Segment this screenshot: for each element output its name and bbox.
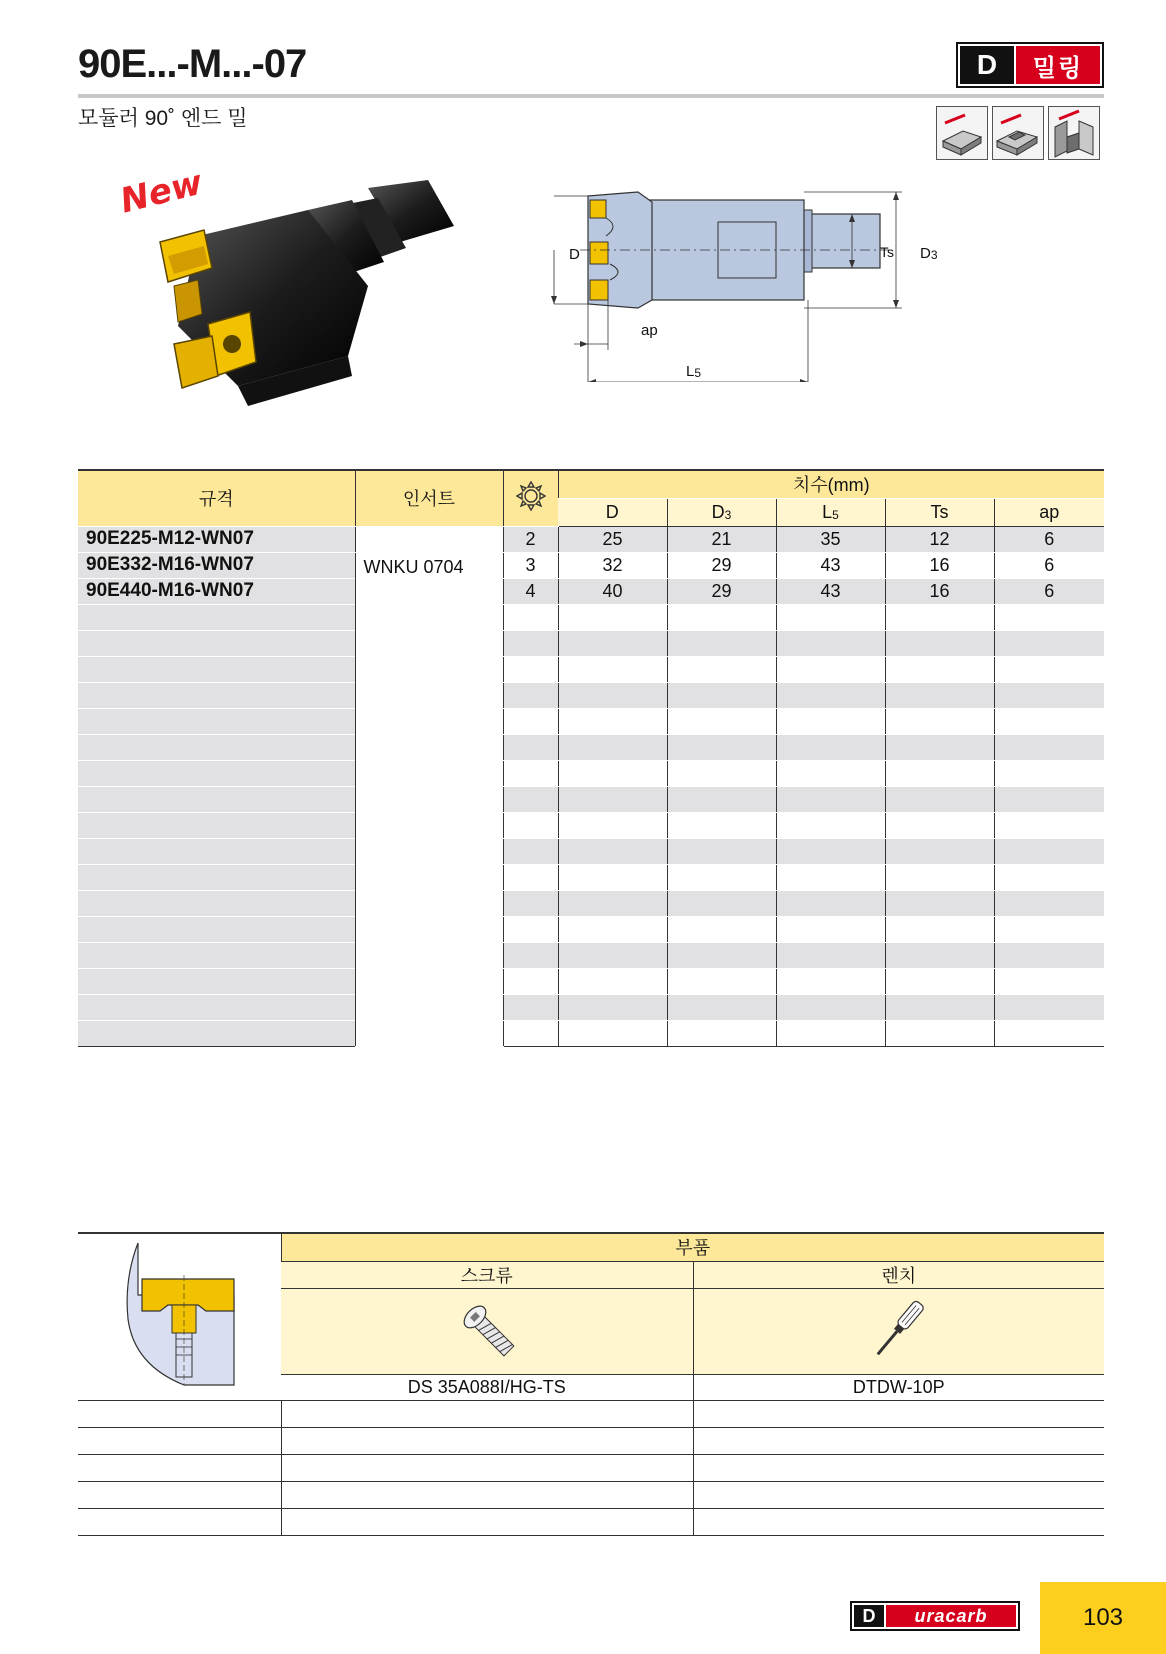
- table-row: [78, 1427, 1104, 1454]
- cell-D: [558, 682, 667, 708]
- cell-D: [558, 864, 667, 890]
- cell-Ts: [885, 786, 994, 812]
- cell-ap: [994, 682, 1104, 708]
- table-row: [78, 734, 1104, 760]
- spec-cell: [78, 994, 355, 1020]
- cell-ap: [994, 630, 1104, 656]
- cell-Ts: [885, 812, 994, 838]
- cell-Ts: [885, 760, 994, 786]
- table-row: [78, 994, 1104, 1020]
- title-rule: [78, 94, 1104, 98]
- end-mill-product-image: [138, 176, 468, 416]
- cell-D: [558, 734, 667, 760]
- cell-ap: 6: [994, 578, 1104, 604]
- cell-D: [558, 838, 667, 864]
- table-row: [78, 682, 1104, 708]
- cell-Ts: [885, 838, 994, 864]
- empty-cell: [281, 1400, 693, 1427]
- table-row: [78, 786, 1104, 812]
- cell-z: [503, 994, 558, 1020]
- cell-L5: [776, 838, 885, 864]
- wrench-code: DTDW-10P: [693, 1374, 1104, 1400]
- cell-D: [558, 656, 667, 682]
- spec-cell: [78, 916, 355, 942]
- milling-category-badge: [956, 42, 1104, 88]
- cell-D: [558, 968, 667, 994]
- cell-L5: [776, 812, 885, 838]
- cell-Ts: [885, 604, 994, 630]
- cell-z: [503, 864, 558, 890]
- spec-cell: [78, 890, 355, 916]
- insert-mount-diagram: [78, 1233, 281, 1400]
- table-row: [78, 656, 1104, 682]
- spec-cell: [78, 604, 355, 630]
- empty-cell: [693, 1481, 1104, 1508]
- cell-D: [558, 994, 667, 1020]
- cell-D3: [667, 864, 776, 890]
- cell-ap: 6: [994, 526, 1104, 552]
- spec-cell: [78, 630, 355, 656]
- table-row: [78, 708, 1104, 734]
- cell-D3: [667, 708, 776, 734]
- cell-ap: [994, 1020, 1104, 1046]
- spec-cell: [78, 812, 355, 838]
- cell-Ts: [885, 734, 994, 760]
- cell-L5: 43: [776, 552, 885, 578]
- cell-D: 40: [558, 578, 667, 604]
- cell-D: [558, 890, 667, 916]
- table-row: [78, 812, 1104, 838]
- cell-Ts: [885, 916, 994, 942]
- cell-D: 32: [558, 552, 667, 578]
- screw-mounting-icon: [114, 1239, 244, 1389]
- empty-cell: [281, 1508, 693, 1535]
- cell-D3: [667, 968, 776, 994]
- cell-L5: [776, 708, 885, 734]
- cell-ap: [994, 734, 1104, 760]
- table-row: [78, 630, 1104, 656]
- cell-z: 3: [503, 552, 558, 578]
- cell-ap: [994, 968, 1104, 994]
- wrench-image-cell: [693, 1288, 1104, 1374]
- spec-cell: [78, 1020, 355, 1046]
- header-L5: $L_5$: [776, 498, 885, 526]
- screw-icon: [452, 1294, 522, 1364]
- cell-D: [558, 812, 667, 838]
- spec-cell: [78, 864, 355, 890]
- cell-ap: [994, 812, 1104, 838]
- empty-cell: [693, 1454, 1104, 1481]
- dim-label-Ts: Ts: [880, 244, 894, 260]
- cell-z: [503, 838, 558, 864]
- logo-text: uracarb: [886, 1605, 1016, 1627]
- cell-z: [503, 656, 558, 682]
- empty-cell: [693, 1400, 1104, 1427]
- table-row: [78, 838, 1104, 864]
- spec-cell: [78, 734, 355, 760]
- cell-ap: [994, 890, 1104, 916]
- header-spec: 규격: [78, 470, 355, 526]
- cell-D: [558, 604, 667, 630]
- cell-z: [503, 604, 558, 630]
- cell-L5: [776, 994, 885, 1020]
- insert-cell: WNKU 0704: [355, 526, 503, 1046]
- cell-D: [558, 916, 667, 942]
- cell-ap: 6: [994, 552, 1104, 578]
- cell-ap: [994, 604, 1104, 630]
- cell-Ts: [885, 630, 994, 656]
- header-insert: 인서트: [355, 470, 503, 526]
- empty-cell: [281, 1454, 693, 1481]
- cell-L5: [776, 760, 885, 786]
- table-row: [78, 1481, 1104, 1508]
- cell-Ts: [885, 890, 994, 916]
- empty-cell: [693, 1427, 1104, 1454]
- header-dimensions: 치수(mm): [558, 470, 1104, 498]
- cell-L5: [776, 786, 885, 812]
- spec-cell: [78, 760, 355, 786]
- cell-L5: [776, 604, 885, 630]
- cell-Ts: [885, 1020, 994, 1046]
- cell-D3: [667, 656, 776, 682]
- dim-label-L5: $L_5$: [686, 363, 702, 380]
- parts-header-screw: 스크류: [281, 1261, 693, 1288]
- spec-cell: [78, 942, 355, 968]
- parts-header-wrench: 렌치: [693, 1261, 1104, 1288]
- cell-ap: [994, 942, 1104, 968]
- cell-ap: [994, 708, 1104, 734]
- cell-L5: [776, 656, 885, 682]
- cell-ap: [994, 994, 1104, 1020]
- cell-Ts: [885, 682, 994, 708]
- cell-L5: 43: [776, 578, 885, 604]
- shoulder-milling-icon: [936, 106, 988, 160]
- cell-D3: [667, 604, 776, 630]
- cell-L5: [776, 734, 885, 760]
- cell-L5: [776, 682, 885, 708]
- empty-cell: [78, 1400, 281, 1427]
- parts-header: 부품: [281, 1233, 1104, 1261]
- new-label: New: [116, 162, 207, 222]
- spec-cell: [78, 968, 355, 994]
- cell-z: [503, 942, 558, 968]
- dim-label-D3: $D_3$: [920, 245, 938, 262]
- cell-z: 2: [503, 526, 558, 552]
- table-row: [78, 760, 1104, 786]
- cell-L5: [776, 630, 885, 656]
- cell-L5: [776, 1020, 885, 1046]
- spec-table: [78, 469, 1104, 1047]
- page-number: 103: [1040, 1582, 1166, 1654]
- empty-cell: [78, 1427, 281, 1454]
- page-title: 90E...-M...-07: [78, 42, 307, 86]
- table-row: [78, 552, 1104, 578]
- table-row: [78, 942, 1104, 968]
- cell-D3: 29: [667, 578, 776, 604]
- cell-D3: [667, 630, 776, 656]
- cell-D3: [667, 760, 776, 786]
- cell-D3: [667, 838, 776, 864]
- spec-cell: [78, 838, 355, 864]
- flute-count-icon: [514, 479, 548, 513]
- cell-z: [503, 708, 558, 734]
- header-ap: ap: [994, 498, 1104, 526]
- cell-D3: [667, 994, 776, 1020]
- table-row: [78, 1508, 1104, 1535]
- cell-Ts: [885, 968, 994, 994]
- cell-Ts: [885, 864, 994, 890]
- cell-L5: [776, 864, 885, 890]
- cell-z: [503, 734, 558, 760]
- spec-cell: 90E225-M12-WN07: [78, 526, 355, 552]
- cell-ap: [994, 760, 1104, 786]
- cell-D3: [667, 786, 776, 812]
- cell-D3: [667, 890, 776, 916]
- cell-D: [558, 942, 667, 968]
- cell-D3: [667, 734, 776, 760]
- cell-D: [558, 1020, 667, 1046]
- screw-code: DS 35A088I/HG-TS: [281, 1374, 693, 1400]
- cell-Ts: 12: [885, 526, 994, 552]
- duracarb-logo: [850, 1601, 1020, 1631]
- cell-z: [503, 760, 558, 786]
- cell-ap: [994, 656, 1104, 682]
- empty-cell: [693, 1508, 1104, 1535]
- cell-Ts: 16: [885, 552, 994, 578]
- badge-letter: D: [960, 46, 1014, 84]
- cell-ap: [994, 864, 1104, 890]
- cell-z: [503, 916, 558, 942]
- parts-table: [78, 1232, 1104, 1536]
- cell-z: [503, 812, 558, 838]
- cell-D3: [667, 942, 776, 968]
- cell-D: [558, 708, 667, 734]
- spec-cell: 90E440-M16-WN07: [78, 578, 355, 604]
- cell-L5: [776, 942, 885, 968]
- cell-D: [558, 786, 667, 812]
- table-row: [78, 578, 1104, 604]
- cell-Ts: [885, 656, 994, 682]
- cell-Ts: [885, 708, 994, 734]
- cell-z: [503, 630, 558, 656]
- cell-z: 4: [503, 578, 558, 604]
- cell-L5: [776, 916, 885, 942]
- header-Ts: Ts: [885, 498, 994, 526]
- table-row: [78, 916, 1104, 942]
- empty-cell: [281, 1427, 693, 1454]
- spec-cell: [78, 708, 355, 734]
- empty-cell: [78, 1481, 281, 1508]
- table-row: [78, 1400, 1104, 1427]
- empty-cell: [281, 1481, 693, 1508]
- cell-z: [503, 968, 558, 994]
- cell-D3: 29: [667, 552, 776, 578]
- cell-Ts: [885, 994, 994, 1020]
- cell-Ts: [885, 942, 994, 968]
- cell-ap: [994, 838, 1104, 864]
- header-D3: $D_3$: [667, 498, 776, 526]
- cell-D: [558, 760, 667, 786]
- cell-z: [503, 1020, 558, 1046]
- cell-L5: [776, 890, 885, 916]
- table-row: [78, 1454, 1104, 1481]
- dim-label-D: D: [569, 246, 580, 263]
- spec-cell: [78, 786, 355, 812]
- dimension-diagram: [540, 182, 970, 382]
- cell-D3: [667, 1020, 776, 1046]
- header-teeth: [503, 470, 558, 526]
- cell-z: [503, 890, 558, 916]
- deep-slot-milling-icon: [1048, 106, 1100, 160]
- empty-cell: [78, 1454, 281, 1481]
- empty-cell: [78, 1508, 281, 1535]
- cell-D3: [667, 682, 776, 708]
- cell-ap: [994, 916, 1104, 942]
- page-subtitle: 모듈러 90˚ 엔드 밀: [78, 107, 248, 130]
- slot-milling-icon: [992, 106, 1044, 160]
- table-row: [78, 526, 1104, 552]
- cell-D: 25: [558, 526, 667, 552]
- cell-z: [503, 786, 558, 812]
- table-row: [78, 604, 1104, 630]
- table-row: [78, 968, 1104, 994]
- cell-Ts: 16: [885, 578, 994, 604]
- cell-D3: [667, 916, 776, 942]
- table-row: [78, 890, 1104, 916]
- spec-cell: [78, 656, 355, 682]
- table-row: [78, 1020, 1104, 1046]
- cell-D3: [667, 812, 776, 838]
- cell-D: [558, 630, 667, 656]
- screw-image-cell: [281, 1288, 693, 1374]
- table-row: [78, 864, 1104, 890]
- cell-L5: [776, 968, 885, 994]
- wrench-icon: [864, 1294, 934, 1364]
- spec-cell: [78, 682, 355, 708]
- cell-D3: 21: [667, 526, 776, 552]
- cell-ap: [994, 786, 1104, 812]
- badge-text: 밀링: [1016, 46, 1100, 84]
- cell-L5: 35: [776, 526, 885, 552]
- spec-cell: 90E332-M16-WN07: [78, 552, 355, 578]
- cell-z: [503, 682, 558, 708]
- dim-label-ap: ap: [641, 322, 658, 339]
- logo-letter: D: [854, 1605, 884, 1627]
- header-D: D: [558, 498, 667, 526]
